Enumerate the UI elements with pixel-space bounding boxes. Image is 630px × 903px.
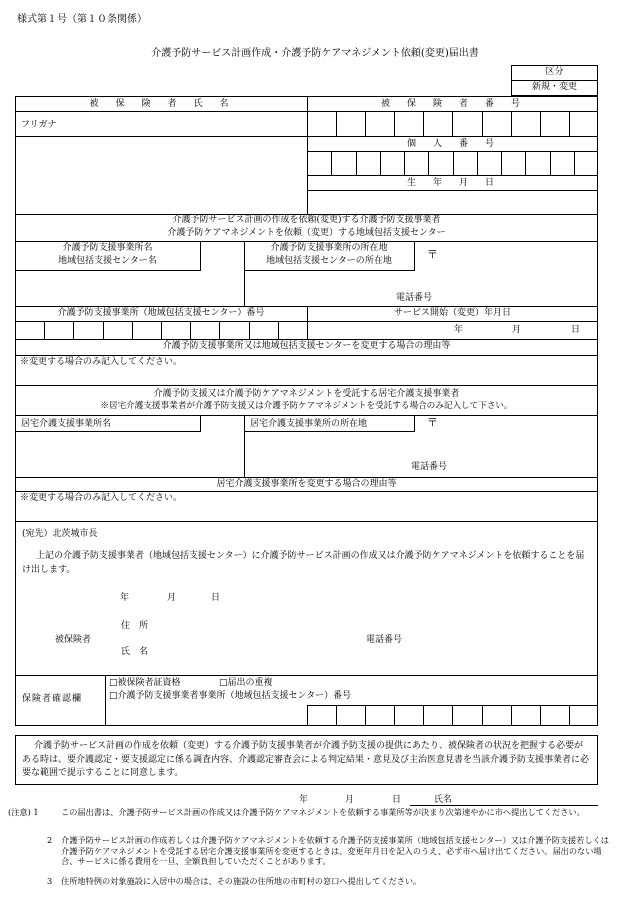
notify-address-field[interactable] (160, 616, 350, 630)
note-1: この届出書は、介護予防サービス計画の作成又は介護予防ケアマネジメントを依頼する事業所等が決まり次第速やかに市へ提出してください。 (61, 807, 585, 817)
support-address-label-1: 介護予防支援事業所の所在地 (270, 243, 388, 253)
support-postal-mark: 〒 (427, 248, 438, 261)
service-start-label: サービス開始（変更）年月日 (393, 308, 511, 318)
note-3: 住所地特例の対象施設に入居中の場合は、その施設の住所地の市町村の窓口へ提出してください。 (61, 876, 422, 886)
consent-name-label: 氏名 (434, 795, 453, 805)
individual-number-label: 個 人 番 号 (406, 139, 498, 149)
consent-signature-line (410, 805, 598, 806)
notify-name-field[interactable] (160, 643, 350, 657)
note-3-number: 3 (47, 876, 53, 886)
category-label: 区分 (545, 67, 564, 77)
insurer-option-1[interactable]: □被保険者証資格 (109, 678, 181, 688)
care-phone-label: 電話番号 (411, 462, 448, 472)
notes-prefix: (注意) 1 (8, 807, 39, 817)
start-day-label: 日 (571, 325, 581, 335)
insured-number-header: 被 保 険 者 番 号 (380, 99, 524, 109)
insurer-option-2[interactable]: □届出の重複 (219, 678, 273, 688)
insurer-option-3[interactable]: □介護予防支援事業者事業所（地域包括支援センター）番号 (109, 691, 352, 701)
notification-body: 上記の介護予防支援事業者（地域包括支援センター）に介護予防サービス計画の作成又は介護予防ケアマネジメントを依頼することを届け出します。 (22, 551, 585, 576)
form-number: 様式第１号（第１０条関係） (17, 14, 147, 25)
consent-year-label: 年 (299, 795, 309, 805)
insured-name-header: 被 保 険 者 氏 名 (89, 99, 233, 109)
notify-name-label: 氏 名 (121, 647, 149, 657)
support-change-reason-title: 介護予防支援事業所又は地域包括支援センターを変更する場合の理由等 (162, 341, 451, 351)
care-postal-mark: 〒 (427, 416, 438, 429)
birthdate-field[interactable] (307, 191, 598, 214)
support-section-title-1: 介護予防サービス計画の作成を依頼(変更)する介護予防支援事業者 (172, 215, 441, 225)
notify-day-label: 日 (211, 593, 221, 603)
support-name-label-1: 介護予防支援事業所名 (62, 243, 153, 253)
support-name-label-2: 地域包括支援センター名 (58, 256, 157, 266)
category-value[interactable]: 新規・変更 (531, 82, 577, 92)
care-address-label: 居宅介護支援事業所の所在地 (250, 419, 368, 429)
care-section-title-1: 介護予防支援又は介護予防ケアマネジメントを受託する居宅介護支援事業者 (153, 389, 460, 399)
furigana-label: フリガナ (21, 120, 57, 130)
insured-number-cells[interactable] (307, 111, 598, 136)
start-month-label: 月 (512, 325, 522, 335)
consent-day-label: 日 (392, 795, 402, 805)
support-name-field[interactable] (15, 271, 244, 306)
support-change-reason-field[interactable] (15, 370, 598, 385)
notify-address-label: 住 所 (121, 621, 149, 631)
notify-phone-label: 電話番号 (366, 635, 403, 645)
form-title: 介護予防サービス計画作成・介護予防ケアマネジメント依頼(変更)届出書 (151, 48, 479, 59)
consent-month-label: 月 (345, 795, 355, 805)
support-change-note: ※変更する場合のみ記入してください。 (20, 357, 183, 367)
notify-month-label: 月 (167, 593, 177, 603)
care-change-reason-field[interactable] (15, 506, 598, 521)
start-year-label: 年 (454, 325, 464, 335)
support-address-label-2: 地域包括支援センターの所在地 (266, 256, 392, 266)
care-name-field[interactable] (15, 432, 244, 477)
support-phone-label: 電話番号 (396, 293, 433, 303)
note-2: 介護予防サービス計画の作成若しくは介護予防ケアマネジメントを依頼する介護予防支援事業所（地域包括支援センター）又は介護予防支援若しくは介護予防ケアマネジメントを受託する居宅介護支援事業所を変更するときは、変更年月日を記入のうえ、必ず市へ届け出てください。届出のない場合、サービスに係る費用を一旦、全額負担していただくことがあります。 (61, 835, 609, 867)
note-2-number: 2 (47, 835, 53, 845)
insured-name-field[interactable] (15, 138, 307, 214)
office-number-cells[interactable] (15, 321, 307, 339)
insurer-check-label: 保険者確認欄 (22, 694, 83, 704)
birthdate-label: 生 年 月 日 (406, 178, 498, 188)
support-section-title-2: 介護予防ケアマネジメントを依頼（変更）する地域包括支援センター (167, 228, 446, 238)
addressee: (宛先）北茨城市長 (22, 529, 98, 539)
office-number-label: 介護予防支援事業所（地域包括支援センター）番号 (57, 308, 265, 318)
individual-number-cells[interactable] (307, 151, 598, 175)
notify-year-label: 年 (120, 593, 130, 603)
notify-insured-label: 被保険者 (55, 635, 92, 645)
care-name-label: 居宅介護支援事業所名 (21, 419, 112, 429)
insurer-office-number-cells[interactable] (307, 705, 598, 726)
consent-text: 介護予防サービス計画の作成を依頼（変更）する介護予防支援事業者が介護予防支援の提供にあたり、被保険者の状況を把握する必要がある時は、要介護認定・要支援認定に係る調査内容、介護認定審査会による判定結果・意見及び主治医意見書を当該介護予防支援事業者に必要な範囲で提示することに同意します。 (22, 741, 590, 778)
care-section-title-2: ※居宅介護支援事業者が介護予防支援又は介護予防ケアマネジメントを受託する場合のみ記入して下さい。 (100, 401, 513, 411)
care-change-note: ※変更する場合のみ記入してください。 (20, 493, 183, 503)
care-change-reason-title: 居宅介護支援事業所を変更する場合の理由等 (216, 479, 397, 489)
